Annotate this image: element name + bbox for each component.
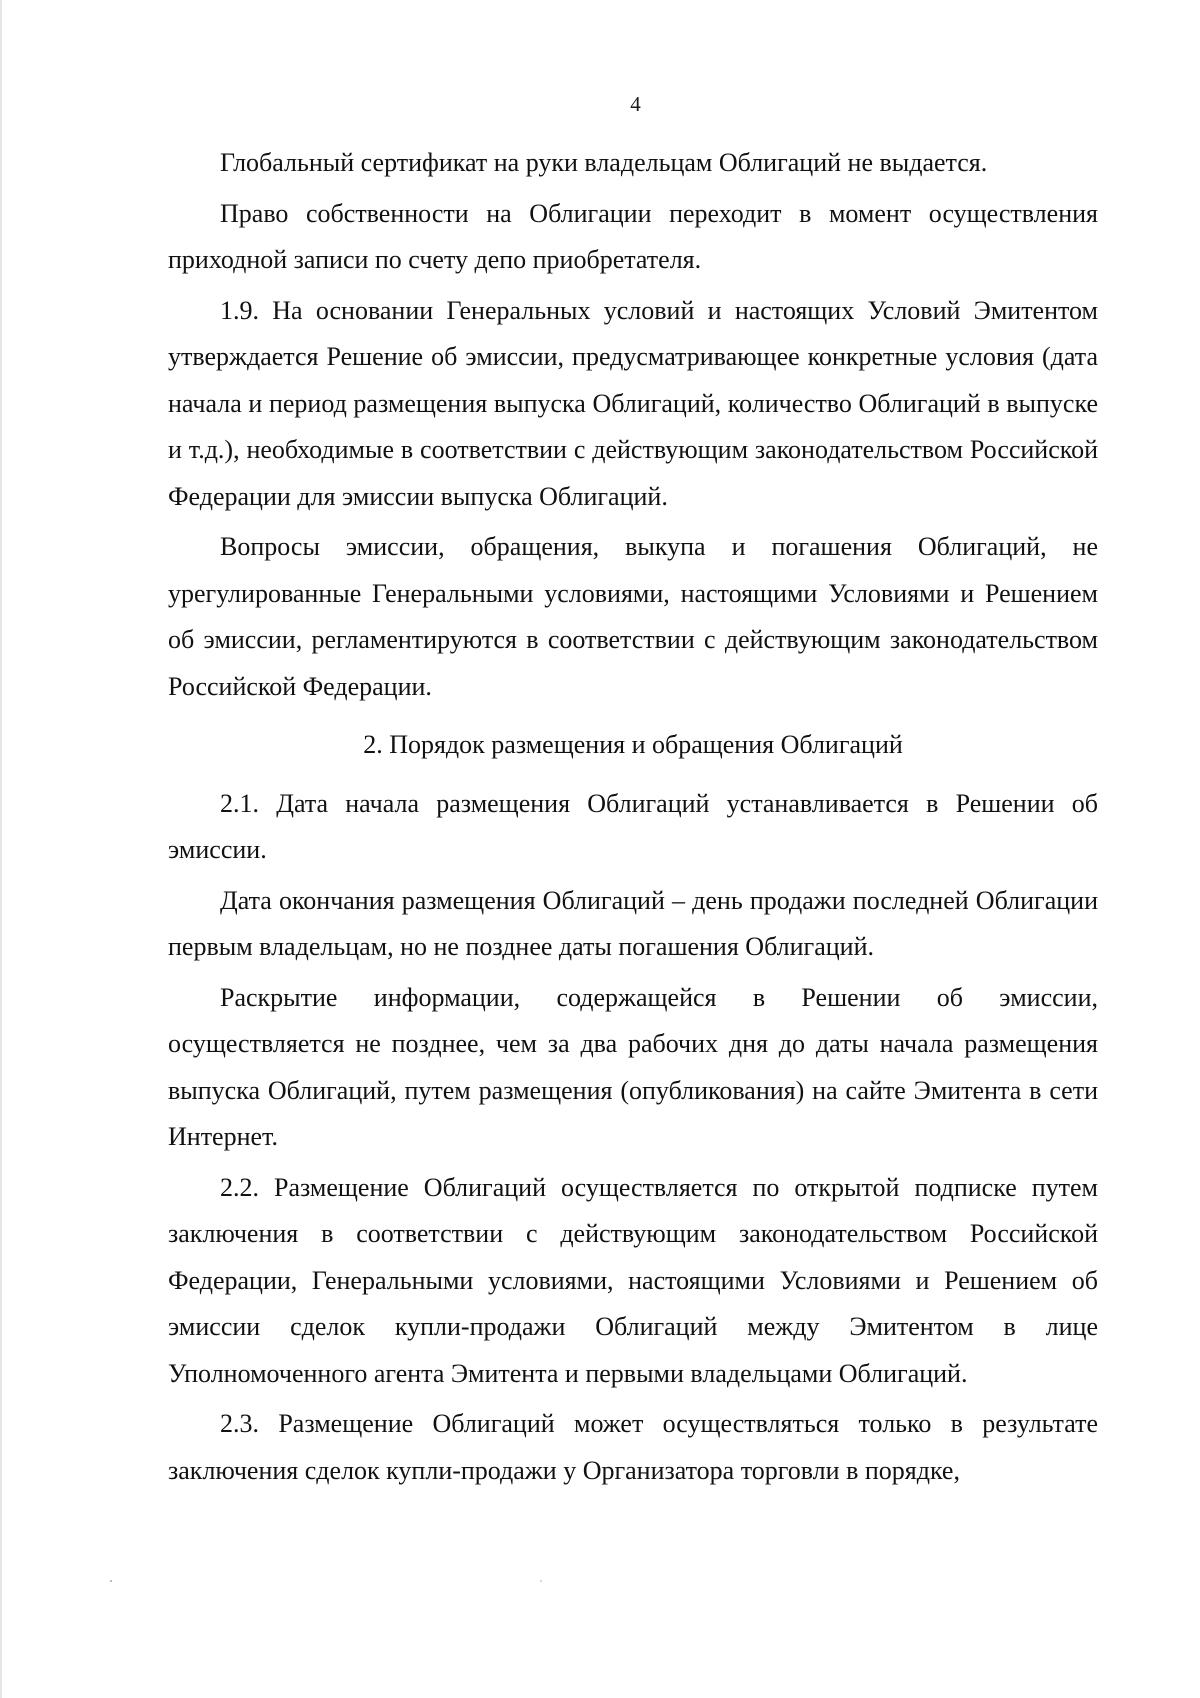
paragraph-2-2: 2.2. Размещение Облигаций осуществляется по открытой подписке путем заключения в соответствии с действующим законодательством Российской Федерации, Генеральными условиями, настоящими Условиями и Решением об эмиссии сделок купли-продажи Облигаций между Эмитентом в лице Уполномоченного агента Эмитента и первыми владельцами Облигаций. [168, 1172, 1098, 1388]
paragraph: Право собственности на Облигации переходит в момент осуществления приходной записи по счету депо приобретателя. [168, 198, 1098, 274]
scan-speck [110, 1580, 112, 1582]
section-title: 2. Порядок размещения и обращения Облигаций [363, 730, 903, 759]
paragraph: Глобальный сертификат на руки владельцам Облигаций не выдается. [220, 148, 988, 177]
paragraph-2-1: 2.1. Дата начала размещения Облигаций устанавливается в Решении об эмиссии. [168, 788, 1098, 864]
scan-edge [0, 0, 2, 1698]
page-number: 4 [630, 92, 641, 116]
document-body [168, 140, 1098, 1494]
paragraph: Раскрытие информации, содержащейся в Решении об эмиссии, осуществляется не позднее, чем за два рабочих дня до даты начала размещения выпуска Облигаций, путем размещения (опубликования) на сайте Эмитента в сети Интернет. [168, 982, 1098, 1151]
scan-speck [540, 1580, 542, 1582]
paragraph-1-9: 1.9. На основании Генеральных условий и настоящих Условий Эмитентом утверждается Решение об эмиссии, предусматривающее конкретные условия (дата начала и период размещения выпуска Облигаций, количество Облигаций в выпуске и т.д.), необходимые в соответствии с действующим законодательством Российской Федерации для эмиссии выпуска Облигаций. [168, 295, 1098, 511]
paragraph-2-3: 2.3. Размещение Облигаций может осуществляться только в результате заключения сделок купли-продажи у Организатора торговли в порядке, [168, 1409, 1098, 1485]
paragraph: Вопросы эмиссии, обращения, выкупа и погашения Облигаций, не урегулированные Генеральными условиями, настоящими Условиями и Решением об эмиссии, регламентируются в соответствии с действующим законодательством Российской Федерации. [168, 532, 1098, 701]
paragraph: Дата окончания размещения Облигаций – день продажи последней Облигации первым владельцам, но не позднее даты погашения Облигаций. [168, 885, 1098, 961]
